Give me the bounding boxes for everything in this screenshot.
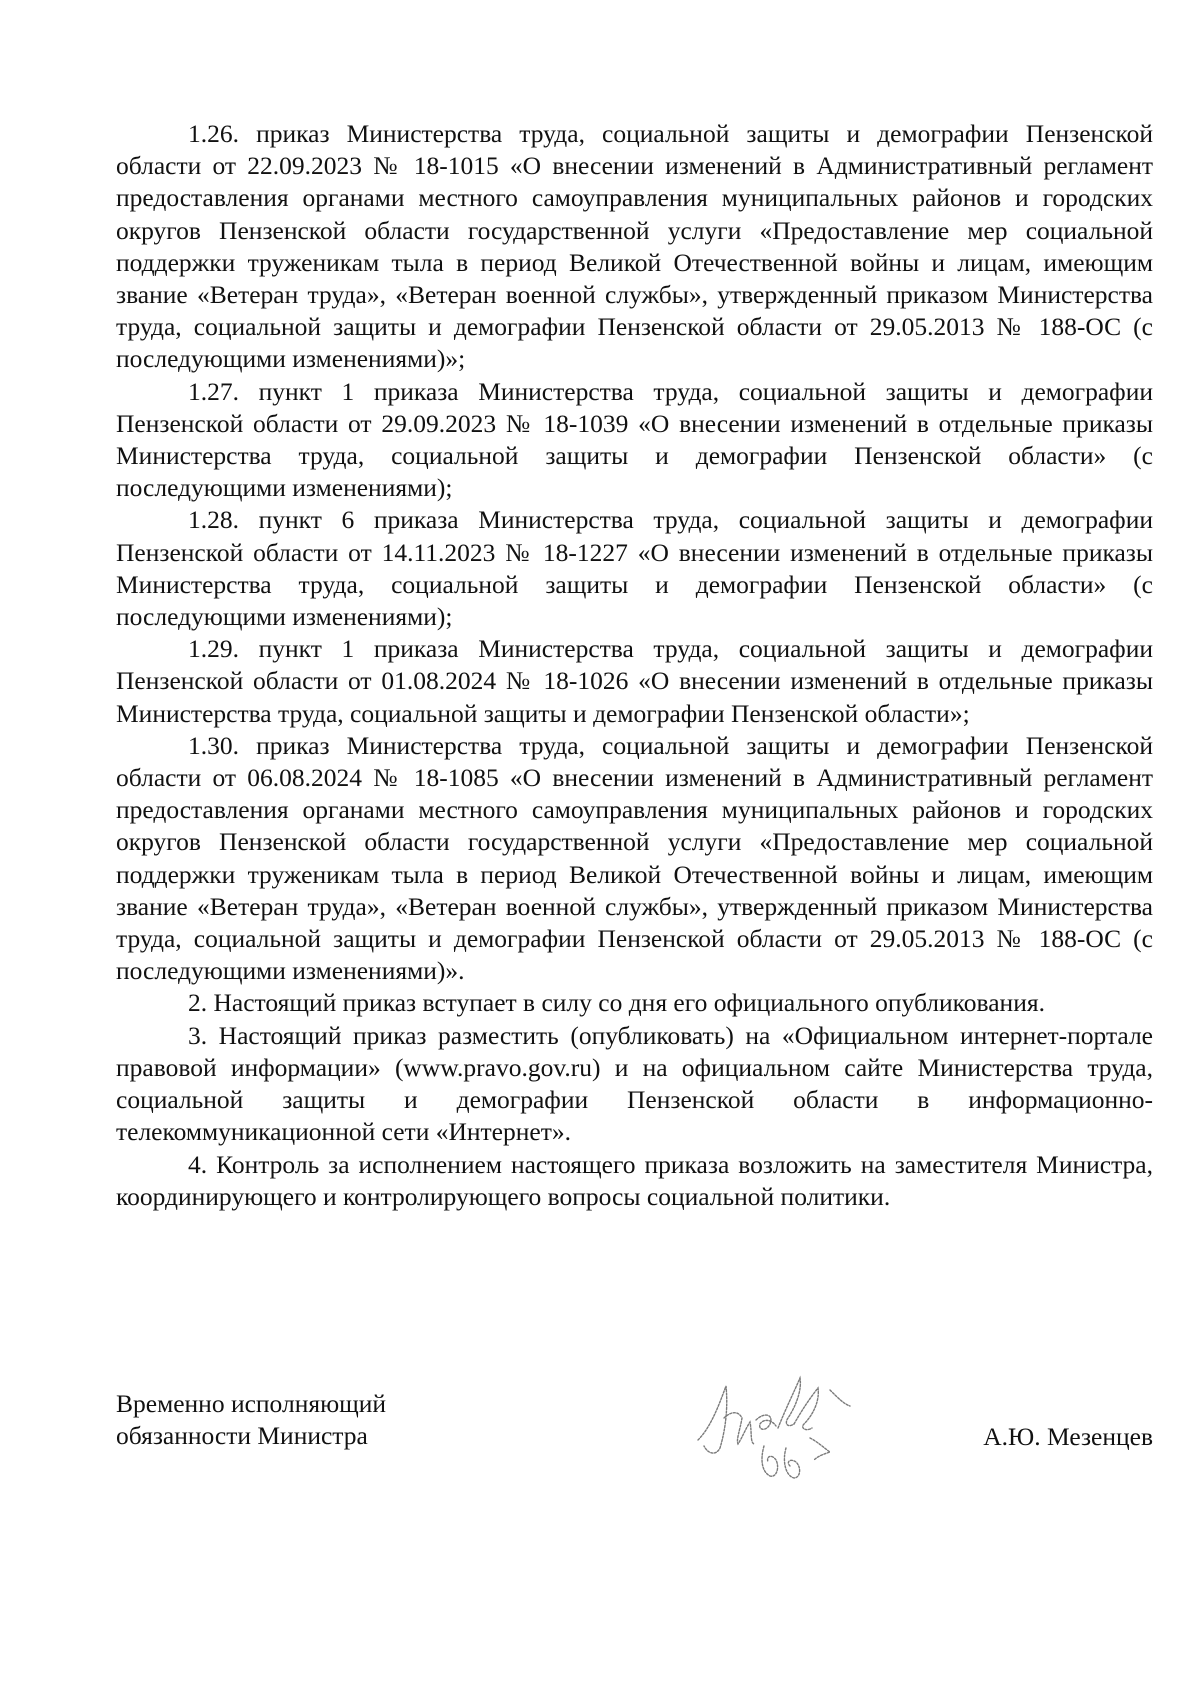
paragraph-1-30: 1.30. приказ Министерства труда, социальной защиты и демографии Пензенской области от 06.08.2024 № 18-1085 «О внесении изменений в Административный регламент предоставления органами местного самоуправления муниципальных районов и городских округов Пензенской области государственной услуги «Предоставление мер социальной поддержки труженикам тыла в период Великой Отечественной войны и лицам, имеющим звание «Ветеран труда», «Ветеран военной службы», утвержденный приказом Министерства труда, социальной защиты и демографии Пензенской области от 29.05.2013 № 188-ОС (с последующими изменениями)».: [116, 730, 1153, 986]
signer-name: А.Ю. Мезенцев: [983, 1422, 1153, 1451]
paragraph-1-28: 1.28. пункт 6 приказа Министерства труда, социальной защиты и демографии Пензенской области от 14.11.2023 № 18-1227 «О внесении изменений в отдельные приказы Министерства труда, социальной защиты и демографии Пензенской области» (с последующими изменениями);: [116, 505, 1153, 632]
signer-position-line-2: обязанности Министра: [116, 1421, 368, 1450]
paragraph-2: 2. Настоящий приказ вступает в силу со дня его официального опубликования.: [188, 988, 1045, 1018]
handwritten-signature: [690, 1368, 860, 1488]
paragraph-1-26: 1.26. приказ Министерства труда, социальной защиты и демографии Пензенской области от 22.09.2023 № 18-1015 «О внесении изменений в Административный регламент предоставления органами местного самоуправления муниципальных районов и городских округов Пензенской области государственной услуги «Предоставление мер социальной поддержки труженикам тыла в период Великой Отечественной войны и лицам, имеющим звание «Ветеран труда», «Ветеран военной службы», утвержденный приказом Министерства труда, социальной защиты и демографии Пензенской области от 29.05.2013 № 188-ОС (с последующими изменениями)»;: [116, 119, 1153, 374]
signature-block: [116, 1388, 1153, 1498]
signer-position: [116, 1388, 536, 1452]
document-body: [116, 118, 1153, 1213]
paragraph-1-27: 1.27. пункт 1 приказа Министерства труда, социальной защиты и демографии Пензенской области от 29.09.2023 № 18-1039 «О внесении изменений в отдельные приказы Министерства труда, социальной защиты и демографии Пензенской области» (с последующими изменениями);: [116, 376, 1153, 503]
paragraph-4: 4. Контроль за исполнением настоящего приказа возложить на заместителя Министра, координирующего и контролирующего вопросы социальной политики.: [116, 1149, 1153, 1211]
signer-position-line-1: Временно исполняющий: [116, 1389, 387, 1418]
paragraph-1-29: 1.29. пункт 1 приказа Министерства труда, социальной защиты и демографии Пензенской области от 01.08.2024 № 18-1026 «О внесении изменений в отдельные приказы Министерства труда, социальной защиты и демографии Пензенской области»;: [116, 634, 1153, 728]
paragraph-3: 3. Настоящий приказ разместить (опубликовать) на «Официальном интернет-портале правовой информации» (www.pravo.gov.ru) и на официальном сайте Министерства труда, социальной защиты и демографии Пензенской области в информационно-телекоммуникационной сети «Интернет».: [116, 1020, 1153, 1147]
